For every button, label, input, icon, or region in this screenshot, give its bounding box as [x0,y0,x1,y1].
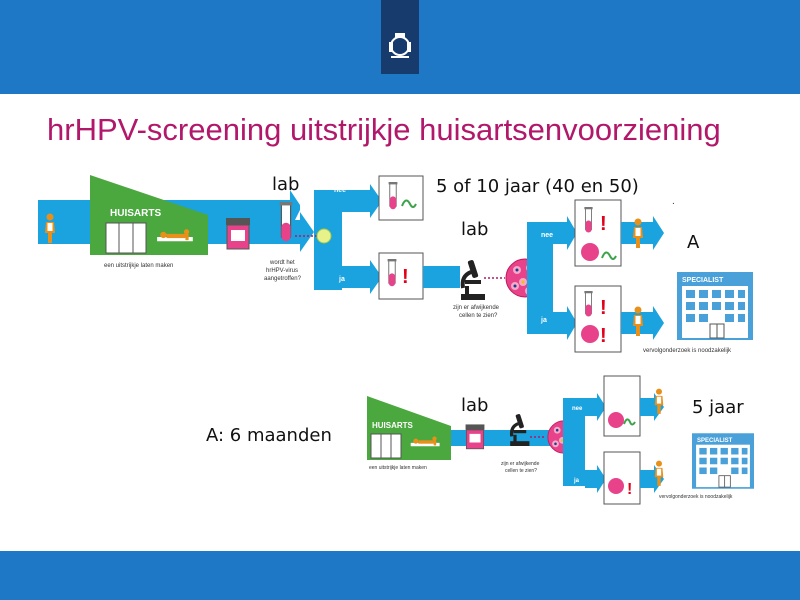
interval-main-label: 5 of 10 jaar (40 en 50) [436,176,639,197]
retest-followup-caption: vervolgonderzoek is noodzakelijk [659,494,733,500]
retest-cells-question-line-2: cellen te zien? [505,468,537,474]
retest-specialist-label: SPECIALIST [697,438,733,444]
outcome-a-warning-icon: ! [600,213,607,235]
retest-cells-question-line-1: zijn er afwijkende [501,461,540,467]
negative-tube-icon [389,182,398,209]
specialist-label: SPECIALIST [682,277,724,284]
answer-no-label: nee [334,187,347,194]
virus-sample-icon [317,229,331,243]
retest-answer-yes-label: ja [574,478,580,484]
test-tube-icon [280,202,293,241]
referral-cells-icon [581,325,599,343]
result-negative-card [379,176,423,220]
outcome-referral-card [575,286,621,352]
branch-yes-bar [342,266,370,288]
gp-door [106,223,146,253]
referral-warning-icon-2: ! [600,325,607,347]
lab-label-1: lab [272,174,300,195]
microscope-icon [461,260,485,300]
answer-yes-label-2: ja [541,317,547,324]
retest-delay-label: A: 6 maanden [206,425,332,446]
interval-retest-label: 5 jaar [692,397,744,418]
branch-no-bar [342,190,370,212]
result-positive-card [379,253,423,299]
retest-gp-door [371,434,401,458]
retest-positive-card [604,452,640,504]
flow-arrow-head [300,212,314,252]
footer-bar [0,551,800,600]
positive-tube-icon [388,259,397,286]
warning-icon: ! [402,266,409,288]
retest-negative-card [604,376,640,436]
stage2-arrow-bar [423,266,460,288]
retest-flow [367,376,754,504]
lab-label-3: lab [461,395,489,416]
referral-warning-icon-1: ! [600,297,607,319]
stray-dot: . [672,196,675,207]
smear-caption: een uitstrijkje laten maken [104,263,174,269]
hpv-question-line-1: wordt het [270,260,295,266]
cells-question-line-2: cellen te zien? [459,313,498,319]
gp-label: HUISARTS [110,208,162,219]
retest-gp-label: HUISARTS [372,421,413,430]
answer-no-label-2: nee [541,232,554,239]
lab-label-2: lab [461,219,489,240]
sample-jar-icon [226,218,250,249]
main-screening-flow [38,175,753,354]
retest-answer-no-label: nee [572,406,583,412]
outcome-a-label: A [687,232,700,253]
referral-tube-icon [584,291,592,317]
retest-jar-icon [466,424,485,448]
retest-smear-caption: een uitstrijkje laten maken [369,465,427,471]
cells-question-line-1: zijn er afwijkende [453,305,500,311]
hpv-question-line-2: hrHPV-virus [266,268,299,274]
answer-yes-label: ja [339,276,345,283]
page-title: hrHPV-screening uitstrijkje huisartsenvoorziening [47,112,721,147]
followup-caption: vervolgonderzoek is noodzakelijk [643,348,732,354]
outcome-a-tube-icon [584,207,592,233]
retest-warning-icon: ! [627,481,633,498]
hpv-question-line-3: aangetroffen? [264,276,301,282]
outcome-a-cells-icon [581,243,599,261]
